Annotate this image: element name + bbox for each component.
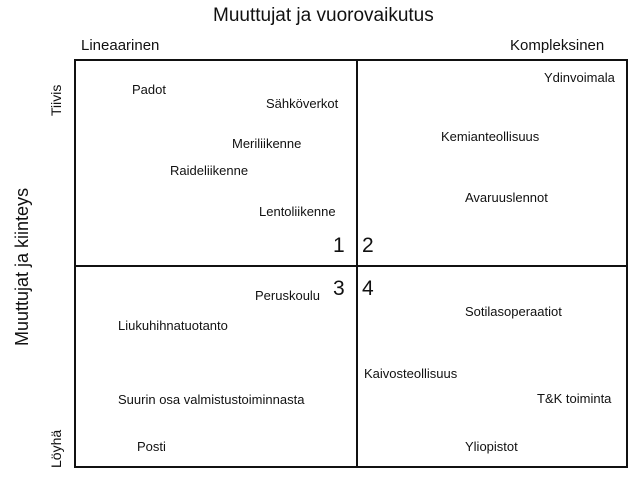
quadrant-1-item: Padot (132, 82, 166, 97)
quadrant-number-2: 2 (362, 234, 374, 257)
quadrant-3-item: Peruskoulu (255, 288, 321, 303)
quadrant-number-4: 4 (362, 277, 374, 300)
quadrant-3-item: Posti (137, 439, 166, 454)
quadrant-1-item: Lentoliikenne (259, 204, 336, 219)
quadrant-1-item: Meriliikenne (232, 136, 302, 151)
quadrant-4-item: Sotilasoperaatiot (465, 304, 562, 319)
y-axis-top-label: Tiivis (48, 84, 64, 116)
quadrant-4-item: Yliopistot (465, 439, 518, 454)
y-axis-title: Muuttujat ja kiinteys (12, 187, 32, 346)
quadrant-2-item: Avaruuslennot (465, 190, 548, 205)
quadrant-2-item: Kemianteollisuus (441, 129, 540, 144)
quadrant-4-item: T&K toiminta (537, 391, 612, 406)
vertical-divider (356, 61, 358, 466)
y-axis-bottom-label: Löyhä (48, 429, 64, 468)
x-axis-right-label: Kompleksinen (510, 37, 605, 54)
horizontal-divider (76, 265, 626, 267)
quadrant-4-item: Kaivosteollisuus (364, 366, 458, 381)
quadrant-2-item: Ydinvoimala (544, 70, 615, 85)
quadrant-number-3: 3 (333, 277, 345, 300)
x-axis-left-label: Lineaarinen (81, 37, 160, 54)
quadrant-number-1: 1 (333, 234, 345, 257)
quadrant-3-item: Suurin osa valmistustoiminnasta (118, 392, 305, 407)
quadrant-1-item: Sähköverkot (266, 96, 339, 111)
diagram-title: Muuttujat ja vuorovaikutus (213, 5, 434, 26)
quadrant-3-item: Liukuhihnatuotanto (118, 318, 228, 333)
quadrant-1-item: Raideliikenne (170, 163, 249, 178)
